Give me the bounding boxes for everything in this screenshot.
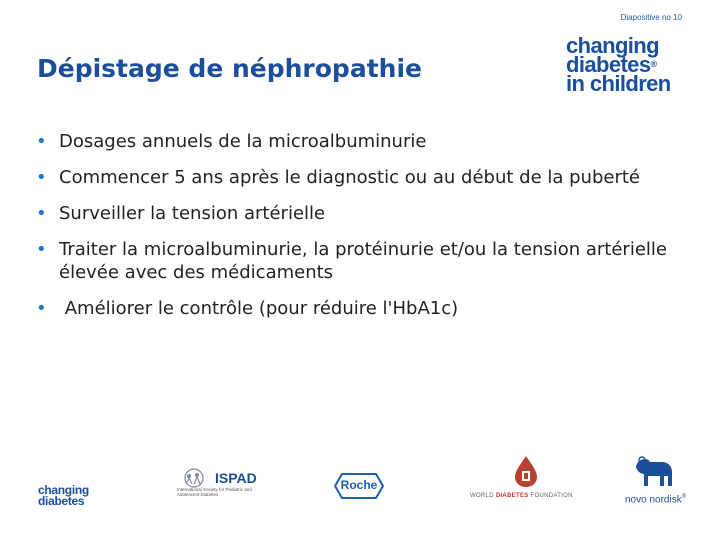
apis-bull-icon xyxy=(632,456,676,492)
sponsor-logos xyxy=(0,450,720,510)
changing-diabetes-logo xyxy=(38,485,89,507)
bullet-list xyxy=(36,130,696,333)
slide-number: Diapositive no 10 xyxy=(620,13,682,22)
ispad-subtitle: International Society for Pediatric and Adolescent Diabetes xyxy=(177,487,252,497)
changing-diabetes-in-children-logo xyxy=(566,33,682,96)
ispad-emblem-icon xyxy=(177,468,211,488)
bullet-item xyxy=(36,297,696,320)
bullet-text: Commencer 5 ans après le diagnostic ou au début de la puberté xyxy=(59,167,640,188)
novo-nordisk-logo xyxy=(624,456,688,508)
slide-title: Dépistage de néphropathie xyxy=(37,54,422,83)
wdf-name: WORLD DIABETES FOUNDATION xyxy=(470,493,573,499)
bullet-text: Traiter la microalbuminurie, la protéinurie et/ou la tension artérielle élevée avec des médicaments xyxy=(59,239,667,283)
bullet-text: Surveiller la tension artérielle xyxy=(59,203,326,224)
bullet-item xyxy=(36,166,696,189)
ispad-name: ISPAD xyxy=(215,470,257,486)
roche-name: Roche xyxy=(340,478,378,492)
logo-line-1: changing xyxy=(566,33,659,58)
logo-text: diabetes xyxy=(38,494,85,508)
logo-text: changing xyxy=(38,483,89,497)
bullet-text: Améliorer le contrôle (pour réduire l'HbA1c) xyxy=(59,298,459,319)
novo-name: novo nordisk® xyxy=(625,494,687,506)
bullet-dot: • xyxy=(36,203,47,224)
bullet-dot: • xyxy=(36,131,47,152)
roche-logo xyxy=(334,473,384,503)
bullet-item xyxy=(36,130,696,153)
world-diabetes-foundation-logo xyxy=(470,455,582,501)
logo-line-2: diabetes® xyxy=(566,52,657,77)
bullet-item xyxy=(36,202,696,225)
drop-icon xyxy=(511,455,541,489)
bullet-dot: • xyxy=(36,298,47,319)
ispad-logo xyxy=(177,468,265,508)
bullet-dot: • xyxy=(36,239,47,260)
bullet-text: Dosages annuels de la microalbuminurie xyxy=(59,131,427,152)
bullet-dot: • xyxy=(36,167,47,188)
bullet-item xyxy=(36,238,696,284)
logo-line-3: in children xyxy=(566,71,671,96)
